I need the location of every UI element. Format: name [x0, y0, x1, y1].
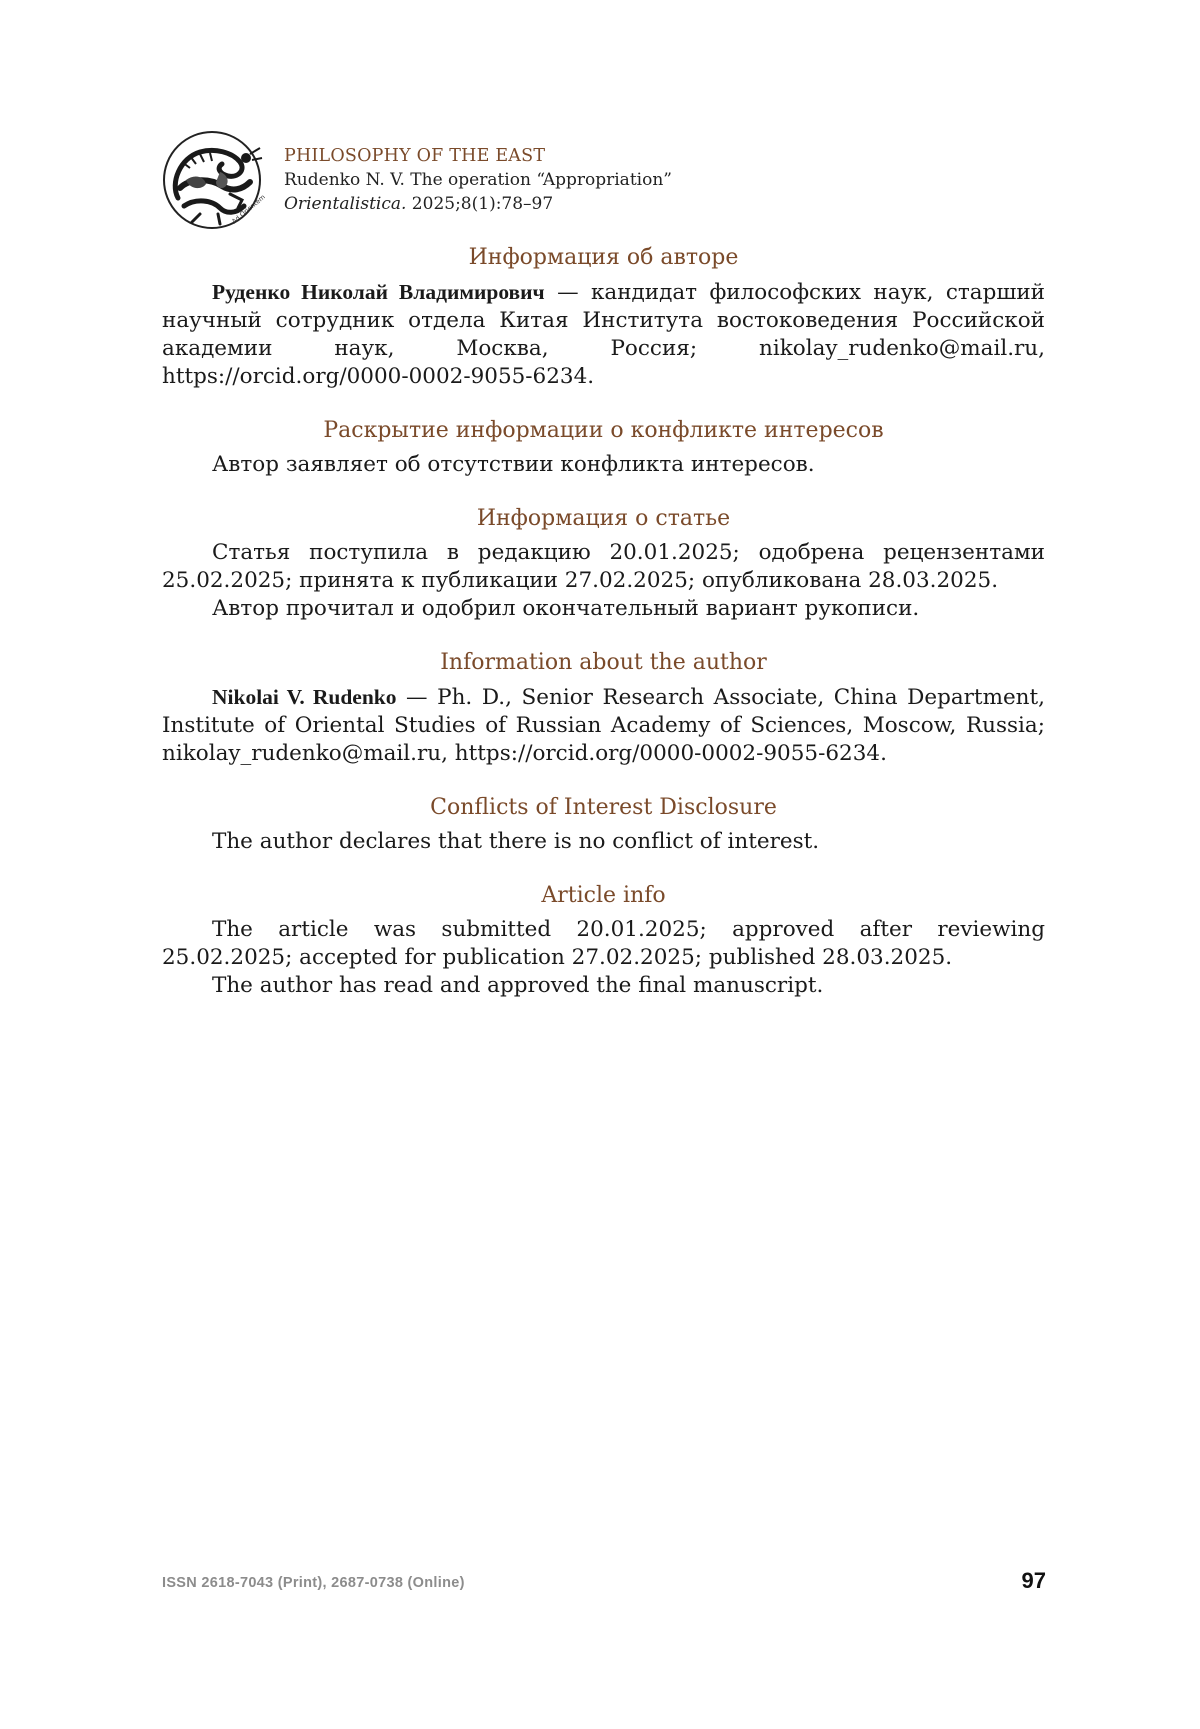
- logo-text: Ad Orientem: [230, 192, 267, 226]
- author-details: — Ph. D., Senior Research Associate, China Department, Institute of Oriental Studies of Russian Academy of Sciences, Moscow, Russia; nikolay_rudenko@mail.ru, https://orcid.org/0000-0002-9055-6234.: [162, 685, 1045, 766]
- section-title: Информация об авторе: [468, 245, 739, 270]
- journal-logo: [160, 128, 270, 232]
- author-details: — кандидат философских наук, старший научный сотрудник отдела Китая Института востоковедения Российской академии наук, Москва, Россия; nikolay_rudenko@mail.ru, https://orcid.org/0000-0002-9055-6234.: [162, 280, 1045, 389]
- section-en-article: [162, 882, 1045, 1000]
- journal-issue: 2025;8(1):78–97: [406, 194, 554, 214]
- manuscript-approval-paragraph: The author has read and approved the final manuscript.: [212, 973, 824, 998]
- article-info-content: [162, 244, 1045, 1026]
- section-ru-conflict: [162, 417, 1045, 479]
- section-ru-author: [162, 244, 1045, 391]
- conflict-paragraph: Автор заявляет об отсутствии конфликта интересов.: [212, 452, 815, 477]
- page-number: 97: [1021, 1568, 1046, 1593]
- conflict-paragraph: The author declares that there is no conflict of interest.: [212, 829, 820, 854]
- journal-name: Orientalistica.: [284, 194, 407, 214]
- section-en-author: [162, 649, 1045, 768]
- section-title: Information about the author: [440, 650, 767, 675]
- article-citation: Rudenko N. V. The operation “Appropriation”: [284, 170, 672, 190]
- author-info-paragraph: [162, 683, 1045, 768]
- section-en-conflict: [162, 794, 1045, 856]
- header-text: [284, 144, 672, 216]
- dragon-seal-icon: [160, 128, 270, 232]
- section-title: Информация о статье: [476, 506, 731, 531]
- article-dates-paragraph: The article was submitted 20.01.2025; approved after reviewing 25.02.2025; accepted for publication 27.02.2025; published 28.03.2025.: [162, 917, 1045, 970]
- article-dates-paragraph: Статья поступила в редакцию 20.01.2025; одобрена рецензентами 25.02.2025; принята к публикации 27.02.2025; опубликована 28.03.2025.: [162, 540, 1045, 593]
- journal-issue-line: [284, 192, 672, 216]
- section-title: Article info: [541, 883, 666, 908]
- footer-issn: ISSN 2618-7043 (Print), 2687-0738 (Online): [162, 1575, 465, 1591]
- section-title: Раскрытие информации о конфликте интересов: [323, 418, 884, 443]
- section-ru-article: [162, 505, 1045, 623]
- author-name: Руденко Николай Владимирович: [212, 280, 545, 304]
- manuscript-approval-paragraph: Автор прочитал и одобрил окончательный вариант рукописи.: [212, 596, 920, 621]
- author-info-paragraph: [162, 278, 1045, 391]
- running-header: [160, 128, 1060, 238]
- section-title: Conflicts of Interest Disclosure: [430, 795, 777, 820]
- journal-section: PHILOSOPHY OF THE EAST: [284, 146, 546, 166]
- author-name: Nikolai V. Rudenko: [212, 685, 397, 709]
